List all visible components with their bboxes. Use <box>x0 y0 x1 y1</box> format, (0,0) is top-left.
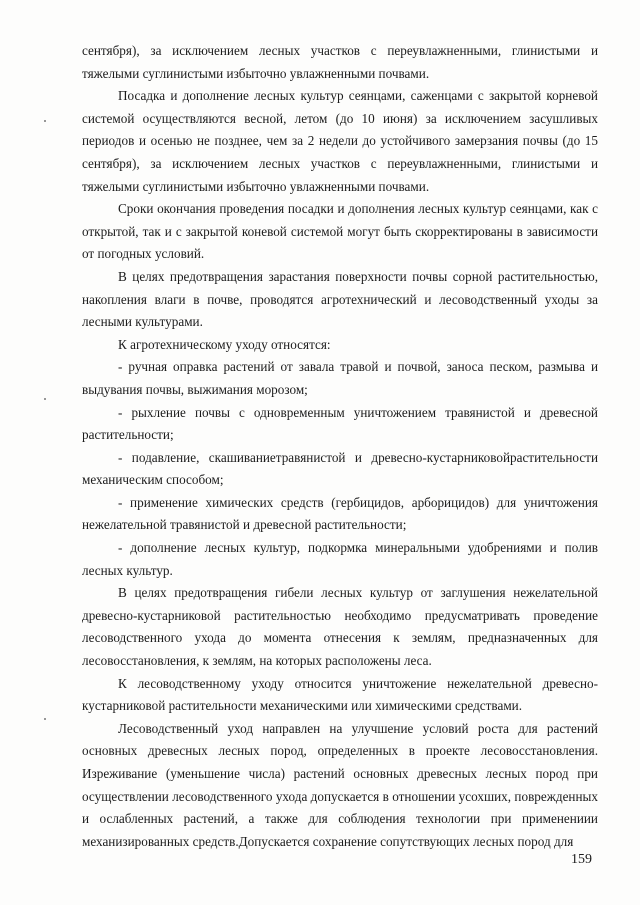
body-text <box>82 40 598 853</box>
list-item: - ручная оправка растений от завала травой и почвой, заноса песком, размыва и выдувания почвы, выжимания морозом; <box>82 359 598 397</box>
page-number: 159 <box>571 852 592 867</box>
scan-speck <box>44 120 46 122</box>
list-item: - дополнение лесных культур, подкормка минеральными удобрениями и полив лесных культур. <box>82 540 598 578</box>
scan-speck <box>44 718 46 720</box>
paragraph: сентября), за исключением лесных участков с переувлажненными, глинистыми и тяжелыми суглинистыми избыточно увлажненными почвами. <box>82 43 598 81</box>
paragraph: В целях предотвращения зарастания поверхности почвы сорной растительностью, накопления влаги в почве, проводятся агротехнический и лесоводственный уходы за лесными культурами. <box>82 268 598 330</box>
paragraph: Посадка и дополнение лесных культур сеянцами, саженцами с закрытой корневой системой осуществляются весной, летом (до 10 июня) за исключением засушливых периодов и осенью не позднее, чем за 2 недели до устойчивого замерзания почвы (до 15 сентября), за исключением лесных участков с переувлажненными, глинистыми и тяжелыми суглинистыми избыточно увлажненными почвами. <box>82 88 598 194</box>
list-item: - рыхление почвы с одновременным уничтожением травянистой и древесной растительности; <box>82 404 598 443</box>
paragraph: К агротехническому уходу относятся: <box>118 336 331 352</box>
paragraph: Лесоводственный уход направлен на улучшение условий роста для растений основных древесных лесных пород, определенных в проекте лесовосстановления. Изреживание (уменьшение числа) растений основных древесных лесных пород при осуществлении лесоводственного ухода допускается в отношении усохших, поврежденных и ослабленных растений, а также для соблюдения технологии при применениии механизированных средств.Допускается сохранение сопутствующих лесных пород для <box>82 720 598 849</box>
paragraph: Сроки окончания проведения посадки и дополнения лесных культур сеянцами, как с открытой, так и с закрытой коневой системой могут быть скорректированы в зависимости от погодных условий. <box>82 201 598 262</box>
list-item: - подавление, скашиваниетравянистой и древесно-кустарниковойрастительности механическим способом; <box>82 449 598 488</box>
paragraph: В целях предотвращения гибели лесных культур от заглушения нежелательной древесно-кустарниковой растительностью необходимо предусматривать проведение лесоводственного ухода до момента отнесения к землям, предназначенных для лесовосстановления, к землям, на которых расположены леса. <box>82 585 598 669</box>
scan-speck <box>44 398 46 400</box>
list-item: - применение химических средств (гербицидов, арборицидов) для уничтожения нежелательной травянистой и древесной растительности; <box>82 494 598 533</box>
paragraph: К лесоводственному уходу относится уничтожение нежелательной древесно-кустарниковой растительности механическими или химическими средствами. <box>82 675 598 714</box>
